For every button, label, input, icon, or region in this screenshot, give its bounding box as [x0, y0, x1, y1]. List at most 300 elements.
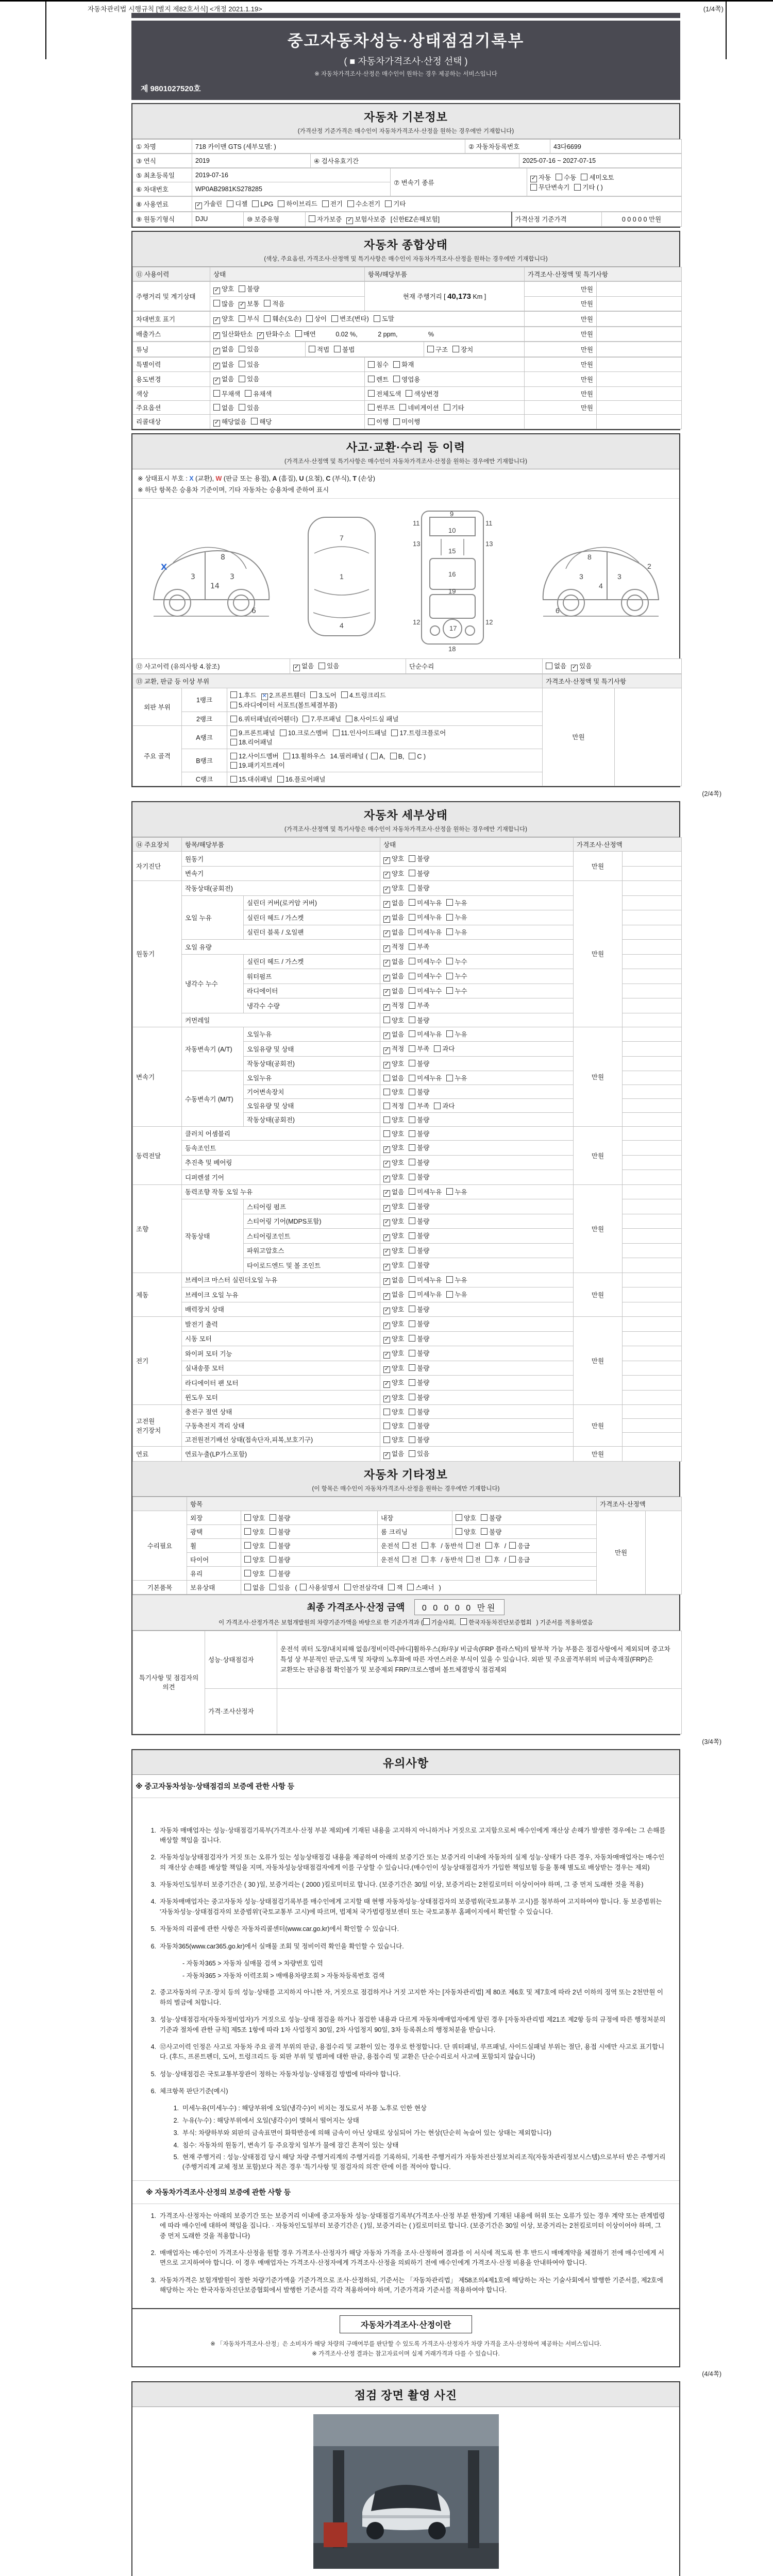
checkbox-checked-icon[interactable] [383, 1308, 390, 1314]
checkbox-icon[interactable] [295, 330, 302, 337]
checkbox-icon[interactable] [446, 899, 453, 906]
emission-label: 배출가스 [133, 327, 210, 342]
checkbox-icon[interactable] [409, 1060, 415, 1066]
checkbox-icon[interactable] [402, 1542, 409, 1549]
checkbox-icon[interactable] [244, 1584, 251, 1590]
checkbox-label: 양호 [392, 1232, 405, 1240]
checkbox-icon[interactable] [277, 776, 284, 783]
rect [362, 2515, 450, 2518]
checkbox-icon[interactable] [300, 1584, 307, 1590]
checkbox-option [383, 912, 404, 923]
checkbox-icon[interactable] [402, 1556, 409, 1563]
checkbox-option [383, 1015, 404, 1025]
checkbox-icon[interactable] [409, 1217, 415, 1224]
reg-no-label: ② 자동차등록번호 [465, 140, 550, 154]
checkbox-checked-icon[interactable] [383, 1293, 390, 1300]
checkbox-icon[interactable] [309, 215, 315, 222]
checkbox-icon[interactable] [239, 346, 245, 352]
etc-head-blank [133, 1497, 187, 1511]
polish-opts-cell [241, 1524, 378, 1538]
checkbox-icon[interactable] [409, 855, 415, 862]
checkbox-label: 누유 [455, 1276, 467, 1284]
checkbox-icon[interactable] [456, 1528, 462, 1535]
checkbox-icon[interactable] [230, 753, 237, 759]
inspector-label: 성능·상태점검자 [205, 1631, 277, 1688]
checkbox-icon[interactable] [213, 300, 220, 307]
checkbox-checked-icon[interactable] [383, 887, 390, 893]
checkbox-checked-icon[interactable] [213, 287, 220, 294]
checkbox-icon[interactable] [446, 1030, 453, 1037]
checkbox-icon[interactable] [409, 753, 415, 759]
checkbox-label: 없음 [554, 663, 567, 670]
checkbox-icon[interactable] [446, 958, 453, 964]
checkbox-icon[interactable] [303, 716, 309, 722]
notice-subitem-text: 침수: 자동차의 원동기, 변속기 등 주요장치 일부가 물에 잠긴 흔적이 있는 상태 [182, 2141, 399, 2149]
checkbox-icon[interactable] [409, 1030, 415, 1037]
checkbox-icon[interactable] [446, 1188, 453, 1195]
checkbox-icon[interactable] [383, 1409, 390, 1415]
checkbox-icon[interactable] [509, 1542, 516, 1549]
checkbox-icon[interactable] [383, 1116, 390, 1123]
detail-note-cell [623, 925, 682, 940]
checkbox-icon[interactable] [270, 1556, 276, 1563]
checkbox-checked-icon[interactable] [383, 1205, 390, 1212]
checkbox-icon[interactable] [239, 404, 245, 411]
text: 4 [339, 621, 344, 630]
checkbox-label: 탄화수소 [265, 330, 291, 338]
checkbox-checked-icon[interactable] [383, 975, 390, 981]
checkbox-icon[interactable] [409, 1232, 415, 1239]
checkbox-option [230, 751, 279, 760]
checkbox-checked-icon[interactable] [383, 930, 390, 937]
detail-group-price: 만원 [574, 1273, 623, 1317]
checkbox-icon[interactable] [574, 184, 581, 191]
checkbox-label: 썬루프 [376, 404, 395, 412]
checkbox-icon[interactable] [409, 1089, 415, 1095]
checkbox-icon[interactable] [230, 716, 237, 722]
detail-group-price: 만원 [574, 881, 623, 1027]
vin-mark-opts [210, 312, 525, 327]
checkbox-checked-icon[interactable] [383, 1396, 390, 1402]
checkbox-checked-icon[interactable] [383, 1161, 390, 1167]
checkbox-icon[interactable] [422, 1542, 428, 1549]
checkbox-icon[interactable] [270, 1584, 276, 1590]
detail-item-label: 실내송풍 모터 [182, 1361, 380, 1376]
checkbox-icon[interactable] [409, 943, 415, 950]
checkbox-icon[interactable] [409, 1409, 415, 1415]
checkbox-icon[interactable] [239, 285, 245, 292]
checkbox-option [333, 728, 387, 737]
text: 3 [617, 572, 621, 581]
checkbox-icon[interactable] [385, 200, 392, 207]
checkbox-icon[interactable] [409, 1262, 415, 1268]
checkbox-icon[interactable] [409, 1075, 415, 1081]
checkbox-icon[interactable] [333, 730, 340, 736]
checkbox-icon[interactable] [406, 390, 412, 397]
checkbox-option [239, 284, 259, 293]
checkbox-label: 양호 [392, 1379, 405, 1386]
checkbox-label: 불량 [417, 1409, 430, 1416]
tr [133, 1511, 682, 1524]
checkbox-icon[interactable] [409, 1306, 415, 1312]
tr [133, 1447, 682, 1462]
checkbox-label: 디젤 [235, 200, 248, 208]
checkbox-icon[interactable] [409, 1379, 415, 1386]
checkbox-icon[interactable] [227, 200, 233, 207]
checkbox-option [383, 1201, 404, 1212]
checkbox-icon[interactable] [244, 1528, 251, 1535]
first-reg-label: ⑤ 최초등록일 [133, 168, 192, 182]
checkbox-icon[interactable] [509, 1556, 516, 1563]
checkbox-icon[interactable] [383, 1130, 390, 1137]
tr [133, 372, 682, 387]
recall-price [525, 414, 597, 429]
checkbox-icon[interactable] [409, 899, 415, 906]
checkbox-icon[interactable] [230, 730, 237, 736]
checkbox-icon[interactable] [434, 1045, 441, 1052]
checkbox-checked-icon[interactable] [195, 202, 202, 209]
checkbox-icon[interactable] [409, 1247, 415, 1253]
checkbox-icon[interactable] [409, 1422, 415, 1429]
checkbox-icon[interactable] [368, 376, 375, 382]
checkbox-icon[interactable] [409, 1203, 415, 1210]
checkbox-icon[interactable] [383, 1422, 390, 1429]
detail-note-cell [623, 1056, 682, 1071]
checkbox-checked-icon[interactable] [383, 1062, 390, 1069]
checkbox-label: 양호 [253, 1528, 265, 1536]
checkbox-option [530, 173, 551, 183]
checkbox-checked-icon[interactable] [383, 1452, 390, 1459]
checkbox-checked-icon[interactable] [383, 1366, 390, 1373]
checkbox-icon[interactable] [446, 1291, 453, 1298]
device-group-label: 고전원 전기장치 [133, 1405, 182, 1447]
checkbox-icon[interactable] [388, 1584, 395, 1590]
checkbox-icon[interactable] [409, 1159, 415, 1165]
checkbox-label: 양호 [392, 1335, 405, 1343]
checkbox-icon[interactable] [409, 928, 415, 935]
checkbox-label: 후 [430, 1556, 436, 1564]
checkbox-icon[interactable] [409, 1130, 415, 1137]
page-marker-2: (2/4쪽) [702, 790, 721, 798]
checkbox-icon[interactable] [341, 691, 348, 698]
checkbox-checked-icon[interactable] [383, 1146, 390, 1153]
checkbox-icon[interactable] [371, 753, 378, 759]
checkbox-checked-icon[interactable] [383, 960, 390, 967]
checkbox-checked-icon[interactable] [383, 1234, 390, 1241]
checkbox-icon[interactable] [244, 1542, 251, 1549]
checkbox-icon[interactable] [239, 315, 245, 322]
checkbox-icon[interactable] [446, 987, 453, 994]
rankA-label: A랭크 [182, 726, 227, 749]
checkbox-icon[interactable] [422, 1556, 428, 1563]
checkbox-label: 양호 [253, 1514, 265, 1522]
checkbox-checked-icon[interactable] [213, 317, 220, 324]
checkbox-icon[interactable] [409, 1002, 415, 1009]
checkbox-icon[interactable] [213, 404, 220, 411]
checkbox-icon[interactable] [409, 1436, 415, 1443]
checkbox-option [383, 1029, 404, 1040]
detail-item-state [380, 1199, 574, 1214]
checkbox-checked-icon[interactable] [383, 1249, 390, 1256]
checkbox-icon[interactable] [409, 1188, 415, 1195]
accident-history-opts-cell [290, 659, 406, 674]
checkbox-icon[interactable] [481, 1514, 488, 1521]
checkbox-icon[interactable] [409, 1320, 415, 1327]
option-opts1-cell [210, 400, 365, 414]
checkbox-icon[interactable] [383, 1089, 390, 1095]
notice-item [146, 1880, 666, 1890]
checkbox-label: 누유 [455, 1188, 467, 1196]
checkbox-label: 양호 [392, 870, 405, 877]
checkbox-icon[interactable] [270, 1542, 276, 1549]
checkbox-checked-icon[interactable] [383, 901, 390, 908]
checkbox-icon[interactable] [310, 691, 317, 698]
checkbox-checked-icon[interactable] [383, 989, 390, 996]
checkbox-label: 불량 [417, 1116, 430, 1124]
checkbox-icon[interactable] [306, 315, 313, 322]
checkbox-icon[interactable] [409, 1116, 415, 1123]
checkbox-checked-icon[interactable] [383, 1047, 390, 1054]
checkbox-icon[interactable] [427, 346, 434, 352]
checkbox-checked-icon[interactable] [261, 693, 268, 700]
checkbox-checked-icon[interactable] [383, 945, 390, 952]
checkbox-icon[interactable] [393, 376, 400, 382]
checkbox-icon[interactable] [278, 200, 284, 207]
notice-subitem [169, 2153, 666, 2172]
checkbox-checked-icon[interactable] [383, 1381, 390, 1388]
checkbox-checked-icon[interactable] [383, 1337, 390, 1344]
base-price-label: 가격산정 기준가격 [512, 212, 602, 227]
checkbox-icon[interactable] [409, 987, 415, 994]
checkbox-icon[interactable] [409, 1276, 415, 1283]
checkbox-icon[interactable] [383, 1075, 390, 1081]
checkbox-icon[interactable] [460, 1618, 467, 1625]
checkbox-option [383, 971, 404, 981]
checkbox-icon[interactable] [383, 1103, 390, 1109]
checkbox-icon[interactable] [230, 776, 237, 783]
checkbox-icon[interactable] [446, 1276, 453, 1283]
checkbox-icon[interactable] [409, 1335, 415, 1342]
checkbox-icon[interactable] [581, 174, 587, 180]
circle [233, 595, 249, 611]
checkbox-checked-icon[interactable] [383, 916, 390, 923]
checkbox-checked-icon[interactable] [383, 857, 390, 864]
checkbox-checked-icon[interactable] [213, 378, 220, 384]
checkbox-checked-icon[interactable] [239, 302, 245, 309]
checkbox-checked-icon[interactable] [346, 217, 353, 224]
checkbox-checked-icon[interactable] [383, 1352, 390, 1359]
checkbox-icon[interactable] [230, 702, 237, 708]
checkbox-icon[interactable] [244, 1556, 251, 1563]
checkbox-checked-icon[interactable] [383, 1032, 390, 1039]
checkbox-checked-icon[interactable] [571, 665, 578, 671]
checkbox-icon[interactable] [383, 1016, 390, 1023]
checkbox-icon[interactable] [270, 1514, 276, 1521]
checkbox-icon[interactable] [446, 1075, 453, 1081]
checkbox-icon[interactable] [251, 418, 258, 425]
notice-spacer [146, 1805, 666, 1819]
tr [133, 267, 682, 281]
checkbox-icon[interactable] [452, 346, 459, 352]
simple-repair-opts [546, 663, 596, 670]
usage-opts1 [213, 376, 264, 383]
checkbox-icon[interactable] [245, 390, 251, 397]
checkbox-icon[interactable] [409, 1144, 415, 1151]
checkbox-checked-icon[interactable] [213, 363, 220, 369]
checkbox-icon[interactable] [309, 346, 315, 352]
checkbox-icon[interactable] [456, 1514, 462, 1521]
checkbox-label: 불량 [417, 1203, 430, 1210]
checkbox-icon[interactable] [446, 973, 453, 979]
checkbox-icon[interactable] [409, 885, 415, 891]
fuel-label: ⑧ 사용연료 [133, 197, 192, 212]
basic-row-name [132, 139, 682, 154]
checkbox-checked-icon[interactable] [383, 1176, 390, 1182]
final-note-pre: 이 가격조사·산정가격은 보험개발원의 차량기준가액을 바탕으로 한 기준가격과 ( [219, 1619, 423, 1626]
checkbox-checked-icon[interactable] [213, 348, 220, 354]
detail-item-label: 기어변속장치 [244, 1085, 380, 1099]
checkbox-icon[interactable] [230, 739, 237, 745]
checkbox-icon[interactable] [530, 184, 537, 191]
document-number: 제 9801027520호 [141, 84, 201, 93]
checkbox-icon[interactable] [446, 914, 453, 921]
notice-item-number: 5. [150, 2070, 156, 2078]
checkbox-icon[interactable] [244, 1514, 251, 1521]
checkbox-checked-icon[interactable] [293, 665, 300, 671]
notice-item-number: 3. [150, 1881, 156, 1888]
checkbox-icon[interactable] [213, 390, 220, 397]
detail-item-state [380, 1405, 574, 1419]
checkbox-icon[interactable] [390, 753, 397, 759]
checkbox-icon[interactable] [264, 300, 271, 307]
checkbox-icon[interactable] [270, 1570, 276, 1577]
color-label: 색상 [133, 386, 210, 400]
checkbox-icon[interactable] [264, 315, 271, 322]
checkbox-checked-icon[interactable] [257, 332, 264, 339]
checkbox-icon[interactable] [409, 1350, 415, 1357]
tbody [133, 168, 682, 196]
checkbox-icon[interactable] [446, 928, 453, 935]
checkbox-icon[interactable] [444, 404, 450, 411]
checkbox-label: 미세누수 [417, 987, 442, 995]
detail-note-cell [623, 1390, 682, 1405]
checkbox-icon[interactable] [230, 691, 237, 698]
checkbox-icon[interactable] [409, 1045, 415, 1052]
checkbox-icon[interactable] [391, 730, 398, 736]
checkbox-icon[interactable] [368, 390, 375, 397]
checkbox-icon[interactable] [239, 361, 245, 367]
checkbox-label: 불량 [417, 1320, 430, 1328]
checkbox-checked-icon[interactable] [530, 176, 537, 182]
checkbox-icon[interactable] [409, 973, 415, 979]
checkbox-icon[interactable] [383, 1436, 390, 1443]
checkbox-icon[interactable] [409, 1364, 415, 1371]
checkbox-checked-icon[interactable] [213, 332, 220, 339]
tbody [133, 1631, 682, 1734]
checkbox-checked-icon[interactable] [383, 1004, 390, 1011]
checkbox-icon[interactable] [409, 870, 415, 876]
rect [313, 2414, 499, 2446]
checkbox-icon[interactable] [556, 174, 562, 180]
checkbox-icon[interactable] [331, 315, 338, 322]
checkbox-icon[interactable] [239, 376, 245, 382]
checkbox-label: 불량 [417, 1422, 430, 1430]
checkbox-icon[interactable] [409, 1174, 415, 1180]
checkbox-option [409, 1129, 429, 1138]
checkbox-icon[interactable] [485, 1542, 492, 1549]
checkbox-icon[interactable] [466, 1556, 473, 1563]
checkbox-checked-icon[interactable] [213, 420, 220, 427]
checkbox-option [383, 1421, 404, 1430]
checkbox-icon[interactable] [393, 361, 400, 368]
checkbox-checked-icon[interactable] [383, 1264, 390, 1270]
checkbox-icon[interactable] [407, 1584, 414, 1590]
checkbox-icon[interactable] [409, 1103, 415, 1109]
checkbox-icon[interactable] [393, 418, 400, 425]
checkbox-icon[interactable] [368, 418, 375, 425]
checkbox-icon[interactable] [283, 753, 290, 759]
checkbox-option [383, 1115, 404, 1124]
checkbox-icon[interactable] [399, 404, 406, 411]
checkbox-icon[interactable] [280, 730, 287, 736]
checkbox-icon[interactable] [409, 914, 415, 921]
checkbox-label: 도말 [381, 315, 394, 323]
checkbox-icon[interactable] [481, 1528, 488, 1535]
page-edge-right [726, 2, 727, 59]
checkbox-icon[interactable] [346, 716, 352, 722]
checkbox-icon[interactable] [252, 200, 259, 207]
checkbox-icon[interactable] [334, 346, 341, 352]
checkbox-icon[interactable] [466, 1542, 473, 1549]
checkbox-icon[interactable] [434, 1103, 441, 1109]
checkbox-icon[interactable] [270, 1528, 276, 1535]
detail-note-cell [623, 1447, 682, 1462]
checkbox-checked-icon[interactable] [383, 1323, 390, 1329]
checkbox-icon[interactable] [409, 1016, 415, 1023]
checkbox-icon[interactable] [368, 404, 375, 411]
checkbox-icon[interactable] [423, 1618, 430, 1625]
checkbox-checked-icon[interactable] [383, 1190, 390, 1197]
checkbox-label: 미세누유 [417, 1291, 442, 1298]
checkbox-icon[interactable] [409, 1394, 415, 1400]
checkbox-option [213, 403, 234, 412]
checkbox-icon[interactable] [485, 1556, 492, 1563]
checkbox-icon[interactable] [409, 958, 415, 964]
checkbox-label: 누수 [455, 958, 467, 965]
checkbox-icon[interactable] [344, 1584, 351, 1590]
detail-note-cell [623, 1331, 682, 1346]
mileage-label: 주행거리 및 계기상태 [133, 282, 210, 311]
checkbox-icon[interactable] [244, 1570, 251, 1577]
detail-item-label: 동력조향 작동 오일 누유 [182, 1184, 380, 1199]
checkbox-icon[interactable] [368, 361, 375, 368]
checkbox-icon[interactable] [409, 1450, 415, 1457]
checkbox-icon[interactable] [347, 200, 354, 207]
checkbox-icon[interactable] [374, 315, 380, 322]
checkbox-icon[interactable] [546, 663, 552, 669]
text: 12 [485, 618, 493, 626]
detail-item-label: 발전기 출력 [182, 1317, 380, 1332]
checkbox-icon[interactable] [230, 762, 237, 769]
checkbox-checked-icon[interactable] [383, 1278, 390, 1285]
notice-subitem-number: 2. [173, 2117, 179, 2125]
checkbox-checked-icon[interactable] [383, 1219, 390, 1226]
checkbox-icon[interactable] [322, 200, 329, 207]
checkbox-label: 불량 [417, 870, 430, 877]
checkbox-icon[interactable] [409, 1291, 415, 1298]
checkbox-icon[interactable] [318, 663, 325, 669]
checkbox-checked-icon[interactable] [383, 872, 390, 878]
